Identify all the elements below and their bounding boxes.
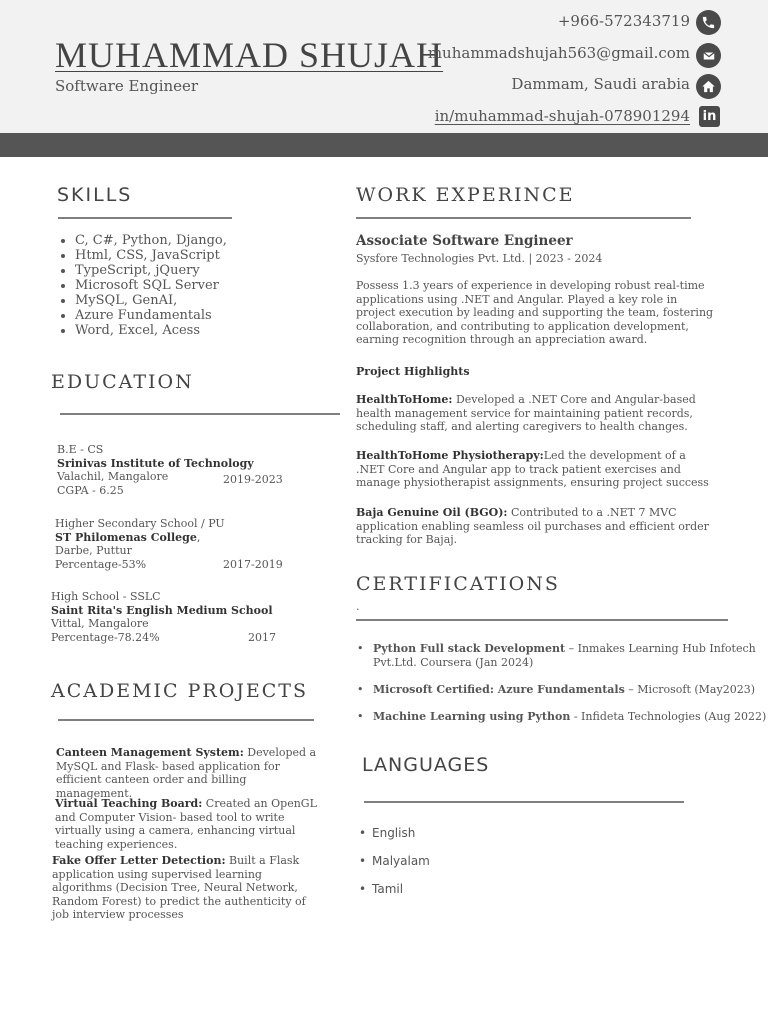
certification-name: Machine Learning using Python bbox=[373, 709, 571, 723]
education-score: CGPA - 6.25 bbox=[57, 483, 124, 497]
project-name: Canteen Management System: bbox=[56, 746, 244, 759]
work-heading: WORK EXPERINCE bbox=[356, 184, 575, 206]
skills-heading: SKILLS bbox=[57, 184, 133, 206]
education-degree: B.E - CS bbox=[57, 443, 104, 456]
education-score: Percentage-78.24% bbox=[51, 630, 160, 644]
certifications-divider bbox=[356, 619, 728, 621]
education-score: Percentage-53% bbox=[55, 557, 147, 571]
certifications-heading: CERTIFICATIONS bbox=[356, 573, 560, 595]
skill-item: • MySQL, GenAI, bbox=[75, 293, 325, 308]
job-company: Sysfore Technologies Pvt. Ltd. | 2023 - 2024 bbox=[356, 252, 603, 265]
certification-name: Python Full stack Development bbox=[373, 642, 566, 655]
skill-item: • Word, Excel, Acess bbox=[75, 323, 325, 338]
education-divider bbox=[60, 413, 340, 415]
skill-item: • TypeScript, jQuery bbox=[75, 263, 325, 278]
certifications-dot: . bbox=[356, 600, 360, 613]
project-item bbox=[52, 854, 324, 922]
project-item bbox=[56, 746, 326, 800]
home-icon bbox=[696, 74, 721, 99]
languages-heading: LANGUAGES bbox=[362, 754, 490, 776]
certification-item bbox=[357, 710, 768, 724]
education-place: Vittal, Mangalore bbox=[51, 617, 149, 631]
project-item bbox=[55, 797, 327, 851]
project-description: Developed a MySQL and Flask- based application for efficient canteen order and billing management. bbox=[56, 746, 317, 800]
certification-issuer: Microsoft (May2023) bbox=[637, 682, 755, 696]
language-item: • Malyalam bbox=[362, 854, 562, 882]
skill-item: • C, C#, Python, Django, bbox=[75, 233, 325, 248]
project-name: Virtual Teaching Board: bbox=[55, 797, 203, 810]
certifications-list bbox=[357, 642, 768, 737]
certification-item bbox=[357, 683, 768, 697]
projects-heading: ACADEMIC PROJECTS bbox=[51, 680, 308, 702]
certification-issuer: Inmakes Learning Hub Infotech Pvt.Ltd. Coursera (Jan 2024) bbox=[373, 642, 756, 669]
projects-divider bbox=[58, 719, 314, 721]
education-school: Saint Rita's English Medium School bbox=[51, 603, 273, 617]
envelope-icon bbox=[696, 43, 721, 68]
project-description: Built a Flask application using supervised learning algorithms (Decision Tree, Neural Network, Random Forest) to predict the authenticity of job interview processes bbox=[52, 854, 306, 922]
education-degree: High School - SSLC bbox=[51, 590, 161, 603]
phone-number: +966-572343719 bbox=[557, 12, 690, 30]
candidate-title: Software Engineer bbox=[55, 77, 199, 95]
skills-divider bbox=[58, 217, 232, 219]
email-link[interactable]: muhammadshujah563@gmail.com bbox=[427, 44, 690, 62]
skill-item: • Html, CSS, JavaScript bbox=[75, 248, 325, 263]
project-description: Created an OpenGL and Computer Vision- based tool to write virtually using a camera, enhancing virtual teaching experiences. bbox=[55, 797, 317, 851]
language-item: • English bbox=[362, 826, 562, 854]
languages-list bbox=[362, 826, 562, 910]
work-divider bbox=[356, 217, 691, 219]
education-place: Darbe, Puttur bbox=[55, 544, 132, 558]
highlight-name: HealthToHome Physiotherapy: bbox=[356, 449, 544, 462]
education-school-suffix: , bbox=[196, 530, 201, 544]
certification-issuer: Infideta Technologies (Aug 2022) bbox=[581, 709, 767, 723]
certification-separator: - bbox=[570, 709, 582, 723]
highlight-item bbox=[356, 393, 716, 434]
highlight-name: HealthToHome: bbox=[356, 393, 453, 406]
language-item: • Tamil bbox=[362, 882, 562, 910]
linkedin-icon: in bbox=[699, 106, 720, 127]
highlight-description: Led the development of a .NET Core and Angular app to track patient exercises and manage physiotherapist assignments, ensuring project success bbox=[356, 449, 709, 490]
highlights-title bbox=[356, 365, 470, 379]
highlight-item bbox=[356, 506, 716, 547]
education-place: Valachil, Mangalore bbox=[57, 470, 169, 484]
education-years: 2019-2023 bbox=[223, 473, 283, 486]
certification-item bbox=[357, 642, 768, 669]
languages-divider bbox=[364, 801, 684, 803]
education-school: Srinivas Institute of Technology bbox=[57, 456, 254, 470]
education-degree: Higher Secondary School / PU bbox=[55, 517, 225, 530]
education-years: 2017 bbox=[248, 631, 276, 644]
certification-separator: – bbox=[624, 682, 638, 696]
phone-icon bbox=[696, 10, 721, 35]
header-band bbox=[0, 133, 768, 157]
highlight-description: Contributed to a .NET 7 MVC application enabling seamless oil purchases and efficient order tracking for Bajaj. bbox=[356, 506, 709, 547]
candidate-name: MUHAMMAD SHUJAH bbox=[55, 35, 444, 75]
skill-item: • Microsoft SQL Server bbox=[75, 278, 325, 293]
highlight-name: Baja Genuine Oil (BGO): bbox=[356, 506, 508, 519]
job-summary: Possess 1.3 years of experience in developing robust real-time applications using .NET and Angular. Played a key role in project execution by leading and supporting the team, fostering collaboration, and contributing to application development, earning recognition through an appreciation award. bbox=[356, 279, 714, 347]
project-name: Fake Offer Letter Detection: bbox=[52, 854, 226, 867]
job-position: Associate Software Engineer bbox=[356, 233, 573, 249]
education-years: 2017-2019 bbox=[223, 558, 283, 571]
certification-separator: – bbox=[565, 642, 578, 655]
skill-item: • Azure Fundamentals bbox=[75, 308, 325, 323]
education-school: ST Philomenas College bbox=[55, 530, 197, 544]
education-entry bbox=[57, 443, 297, 497]
highlight-item bbox=[356, 449, 716, 490]
highlight-description: Developed a .NET Core and Angular-based health management service for maintaining patient records, scheduling staff, and alerting caregivers to health changes. bbox=[356, 393, 696, 434]
highlights-title-text: Project Highlights bbox=[356, 365, 470, 378]
linkedin-link[interactable]: in/muhammad-shujah-078901294 bbox=[434, 107, 690, 125]
certification-name: Microsoft Certified: Azure Fundamentals bbox=[373, 682, 625, 696]
education-heading: EDUCATION bbox=[51, 371, 194, 393]
location-text: Dammam, Saudi arabia bbox=[511, 75, 690, 93]
skills-list bbox=[57, 233, 325, 338]
